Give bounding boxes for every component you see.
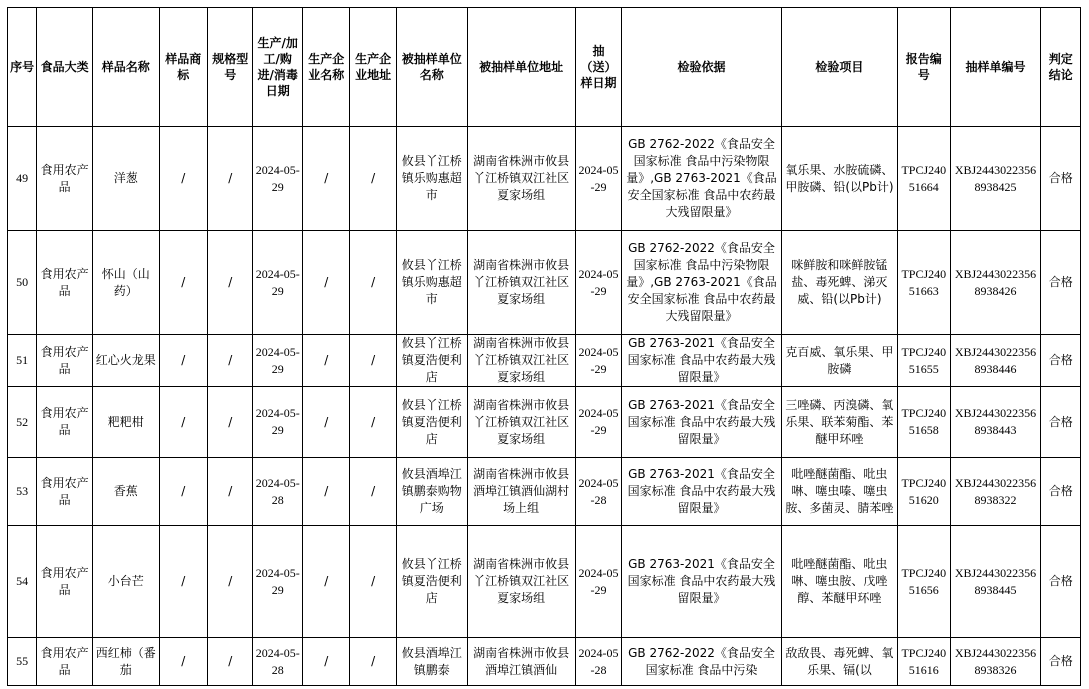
report-number: TPCJ24051663 xyxy=(898,231,951,335)
producer-address: / xyxy=(350,387,396,458)
table-row xyxy=(8,231,1081,335)
header-cell: 生产/加工/购进/消毒日期 xyxy=(253,8,303,127)
sampled-unit-address: 湖南省株洲市攸县丫江桥镇双江社区夏家场组 xyxy=(467,127,575,231)
inspection-basis: GB 2762-2022《食品安全国家标准 食品中污染物限量》,GB 2763-2021《食品安全国家标准 食品中农药最大残留限量》 xyxy=(622,127,782,231)
sample-spec: / xyxy=(208,526,253,638)
inspection-basis: GB 2763-2021《食品安全国家标准 食品中农药最大残留限量》 xyxy=(622,458,782,526)
sampled-unit-address: 湖南省株洲市攸县丫江桥镇双江社区夏家场组 xyxy=(467,231,575,335)
sampling-date: 2024-05-28 xyxy=(575,638,621,686)
report-number: TPCJ24051616 xyxy=(898,638,951,686)
sampling-date: 2024-05-29 xyxy=(575,387,621,458)
food-category: 食用农产品 xyxy=(37,335,93,387)
sample-spec: / xyxy=(208,387,253,458)
sample-brand: / xyxy=(159,638,207,686)
sampled-unit-name: 攸县丫江桥镇夏浩便利店 xyxy=(396,335,467,387)
row-number: 53 xyxy=(8,458,37,526)
report-number: TPCJ24051656 xyxy=(898,526,951,638)
sample-spec: / xyxy=(208,335,253,387)
sampling-sheet-number: XBJ24430223568938326 xyxy=(950,638,1041,686)
header-cell: 报告编号 xyxy=(898,8,951,127)
producer-address: / xyxy=(350,458,396,526)
production-date: 2024-05-29 xyxy=(253,127,303,231)
producer-name: / xyxy=(302,335,349,387)
sample-name: 小台芒 xyxy=(92,526,159,638)
sample-brand: / xyxy=(159,458,207,526)
header-row xyxy=(8,8,1081,127)
food-category: 食用农产品 xyxy=(37,638,93,686)
sampled-unit-address: 湖南省株洲市攸县丫江桥镇双江社区夏家场组 xyxy=(467,335,575,387)
producer-address: / xyxy=(350,638,396,686)
header-cell: 被抽样单位名称 xyxy=(396,8,467,127)
producer-name: / xyxy=(302,526,349,638)
sampled-unit-address: 湖南省株洲市攸县丫江桥镇双江社区夏家场组 xyxy=(467,526,575,638)
sample-name: 香蕉 xyxy=(92,458,159,526)
report-number: TPCJ24051620 xyxy=(898,458,951,526)
header-cell: 检验依据 xyxy=(622,8,782,127)
production-date: 2024-05-29 xyxy=(253,387,303,458)
sampled-unit-address: 湖南省株洲市攸县酒埠江镇酒仙 xyxy=(467,638,575,686)
sampling-sheet-number: XBJ24430223568938322 xyxy=(950,458,1041,526)
production-date: 2024-05-28 xyxy=(253,458,303,526)
inspection-basis: GB 2762-2022《食品安全国家标准 食品中污染物限量》,GB 2763-2021《食品安全国家标准 食品中农药最大残留限量》 xyxy=(622,231,782,335)
food-category: 食用农产品 xyxy=(37,231,93,335)
header-cell: 抽样单编号 xyxy=(950,8,1041,127)
header-cell: 生产企业地址 xyxy=(350,8,396,127)
inspection-basis: GB 2763-2021《食品安全国家标准 食品中农药最大残留限量》 xyxy=(622,335,782,387)
sampled-unit-name: 攸县酒埠江镇鹏泰 xyxy=(396,638,467,686)
sampling-date: 2024-05-29 xyxy=(575,127,621,231)
producer-address: / xyxy=(350,127,396,231)
sample-brand: / xyxy=(159,335,207,387)
producer-name: / xyxy=(302,387,349,458)
table-row xyxy=(8,638,1081,686)
production-date: 2024-05-29 xyxy=(253,231,303,335)
sample-name: 西红柿（番茄 xyxy=(92,638,159,686)
inspection-basis: GB 2763-2021《食品安全国家标准 食品中农药最大残留限量》 xyxy=(622,526,782,638)
verdict: 合格 xyxy=(1041,335,1081,387)
sample-spec: / xyxy=(208,127,253,231)
inspection-items: 氧乐果、水胺硫磷、甲胺磷、铅(以Pb计) xyxy=(781,127,897,231)
inspection-items: 敌敌畏、毒死蜱、氧乐果、镉(以 xyxy=(781,638,897,686)
sampling-sheet-number: XBJ24430223568938446 xyxy=(950,335,1041,387)
table-row xyxy=(8,127,1081,231)
sampling-date: 2024-05-29 xyxy=(575,526,621,638)
sampled-unit-address: 湖南省株洲市攸县酒埠江镇酒仙湖村场上组 xyxy=(467,458,575,526)
inspection-items: 吡唑醚菌酯、吡虫啉、噻虫嗪、噻虫胺、多菌灵、腈苯唑 xyxy=(781,458,897,526)
production-date: 2024-05-28 xyxy=(253,638,303,686)
sampled-unit-name: 攸县丫江桥镇夏浩便利店 xyxy=(396,526,467,638)
header-cell: 检验项目 xyxy=(781,8,897,127)
header-cell: 食品大类 xyxy=(37,8,93,127)
inspection-basis: GB 2763-2021《食品安全国家标准 食品中农药最大残留限量》 xyxy=(622,387,782,458)
verdict: 合格 xyxy=(1041,387,1081,458)
verdict: 合格 xyxy=(1041,127,1081,231)
table-row xyxy=(8,335,1081,387)
producer-name: / xyxy=(302,231,349,335)
sample-name: 红心火龙果 xyxy=(92,335,159,387)
production-date: 2024-05-29 xyxy=(253,335,303,387)
sampled-unit-address: 湖南省株洲市攸县丫江桥镇双江社区夏家场组 xyxy=(467,387,575,458)
report-number: TPCJ24051658 xyxy=(898,387,951,458)
row-number: 50 xyxy=(8,231,37,335)
sample-brand: / xyxy=(159,526,207,638)
producer-address: / xyxy=(350,231,396,335)
header-cell: 规格型号 xyxy=(208,8,253,127)
header-cell: 抽（送）样日期 xyxy=(575,8,621,127)
row-number: 52 xyxy=(8,387,37,458)
sample-brand: / xyxy=(159,387,207,458)
sampled-unit-name: 攸县丫江桥镇乐购惠超市 xyxy=(396,127,467,231)
sample-spec: / xyxy=(208,231,253,335)
sample-name: 洋葱 xyxy=(92,127,159,231)
sample-brand: / xyxy=(159,231,207,335)
sampled-unit-name: 攸县酒埠江镇鹏泰购物广场 xyxy=(396,458,467,526)
sampling-sheet-number: XBJ24430223568938425 xyxy=(950,127,1041,231)
inspection-items: 吡唑醚菌酯、吡虫啉、噻虫胺、戊唑醇、苯醚甲环唑 xyxy=(781,526,897,638)
table-row xyxy=(8,526,1081,638)
producer-name: / xyxy=(302,127,349,231)
sampling-date: 2024-05-29 xyxy=(575,335,621,387)
row-number: 51 xyxy=(8,335,37,387)
sample-spec: / xyxy=(208,458,253,526)
header-cell: 样品名称 xyxy=(92,8,159,127)
inspection-items: 咪鲜胺和咪鲜胺锰盐、毒死蜱、涕灭威、铅(以Pb计) xyxy=(781,231,897,335)
producer-address: / xyxy=(350,335,396,387)
header-cell: 判定结论 xyxy=(1041,8,1081,127)
table-row xyxy=(8,458,1081,526)
table-row xyxy=(8,387,1081,458)
sample-name: 粑粑柑 xyxy=(92,387,159,458)
verdict: 合格 xyxy=(1041,458,1081,526)
verdict: 合格 xyxy=(1041,526,1081,638)
sampling-date: 2024-05-28 xyxy=(575,458,621,526)
sampling-date: 2024-05-29 xyxy=(575,231,621,335)
sampling-sheet-number: XBJ24430223568938426 xyxy=(950,231,1041,335)
producer-name: / xyxy=(302,458,349,526)
sample-brand: / xyxy=(159,127,207,231)
production-date: 2024-05-29 xyxy=(253,526,303,638)
inspection-items: 三唑磷、丙溴磷、氧乐果、联苯菊酯、苯醚甲环唑 xyxy=(781,387,897,458)
header-cell: 样品商标 xyxy=(159,8,207,127)
sample-spec: / xyxy=(208,638,253,686)
inspection-table xyxy=(7,7,1081,686)
sampling-sheet-number: XBJ24430223568938443 xyxy=(950,387,1041,458)
row-number: 54 xyxy=(8,526,37,638)
verdict: 合格 xyxy=(1041,638,1081,686)
inspection-items: 克百威、氧乐果、甲胺磷 xyxy=(781,335,897,387)
verdict: 合格 xyxy=(1041,231,1081,335)
producer-address: / xyxy=(350,526,396,638)
header-cell: 被抽样单位地址 xyxy=(467,8,575,127)
report-number: TPCJ24051655 xyxy=(898,335,951,387)
report-number: TPCJ24051664 xyxy=(898,127,951,231)
food-category: 食用农产品 xyxy=(37,127,93,231)
header-cell: 序号 xyxy=(8,8,37,127)
sample-name: 怀山（山药） xyxy=(92,231,159,335)
header-cell: 生产企业名称 xyxy=(302,8,349,127)
producer-name: / xyxy=(302,638,349,686)
food-category: 食用农产品 xyxy=(37,458,93,526)
food-category: 食用农产品 xyxy=(37,526,93,638)
row-number: 55 xyxy=(8,638,37,686)
food-category: 食用农产品 xyxy=(37,387,93,458)
sampled-unit-name: 攸县丫江桥镇夏浩便利店 xyxy=(396,387,467,458)
sampling-sheet-number: XBJ24430223568938445 xyxy=(950,526,1041,638)
row-number: 49 xyxy=(8,127,37,231)
inspection-basis: GB 2762-2022《食品安全国家标准 食品中污染 xyxy=(622,638,782,686)
sampled-unit-name: 攸县丫江桥镇乐购惠超市 xyxy=(396,231,467,335)
